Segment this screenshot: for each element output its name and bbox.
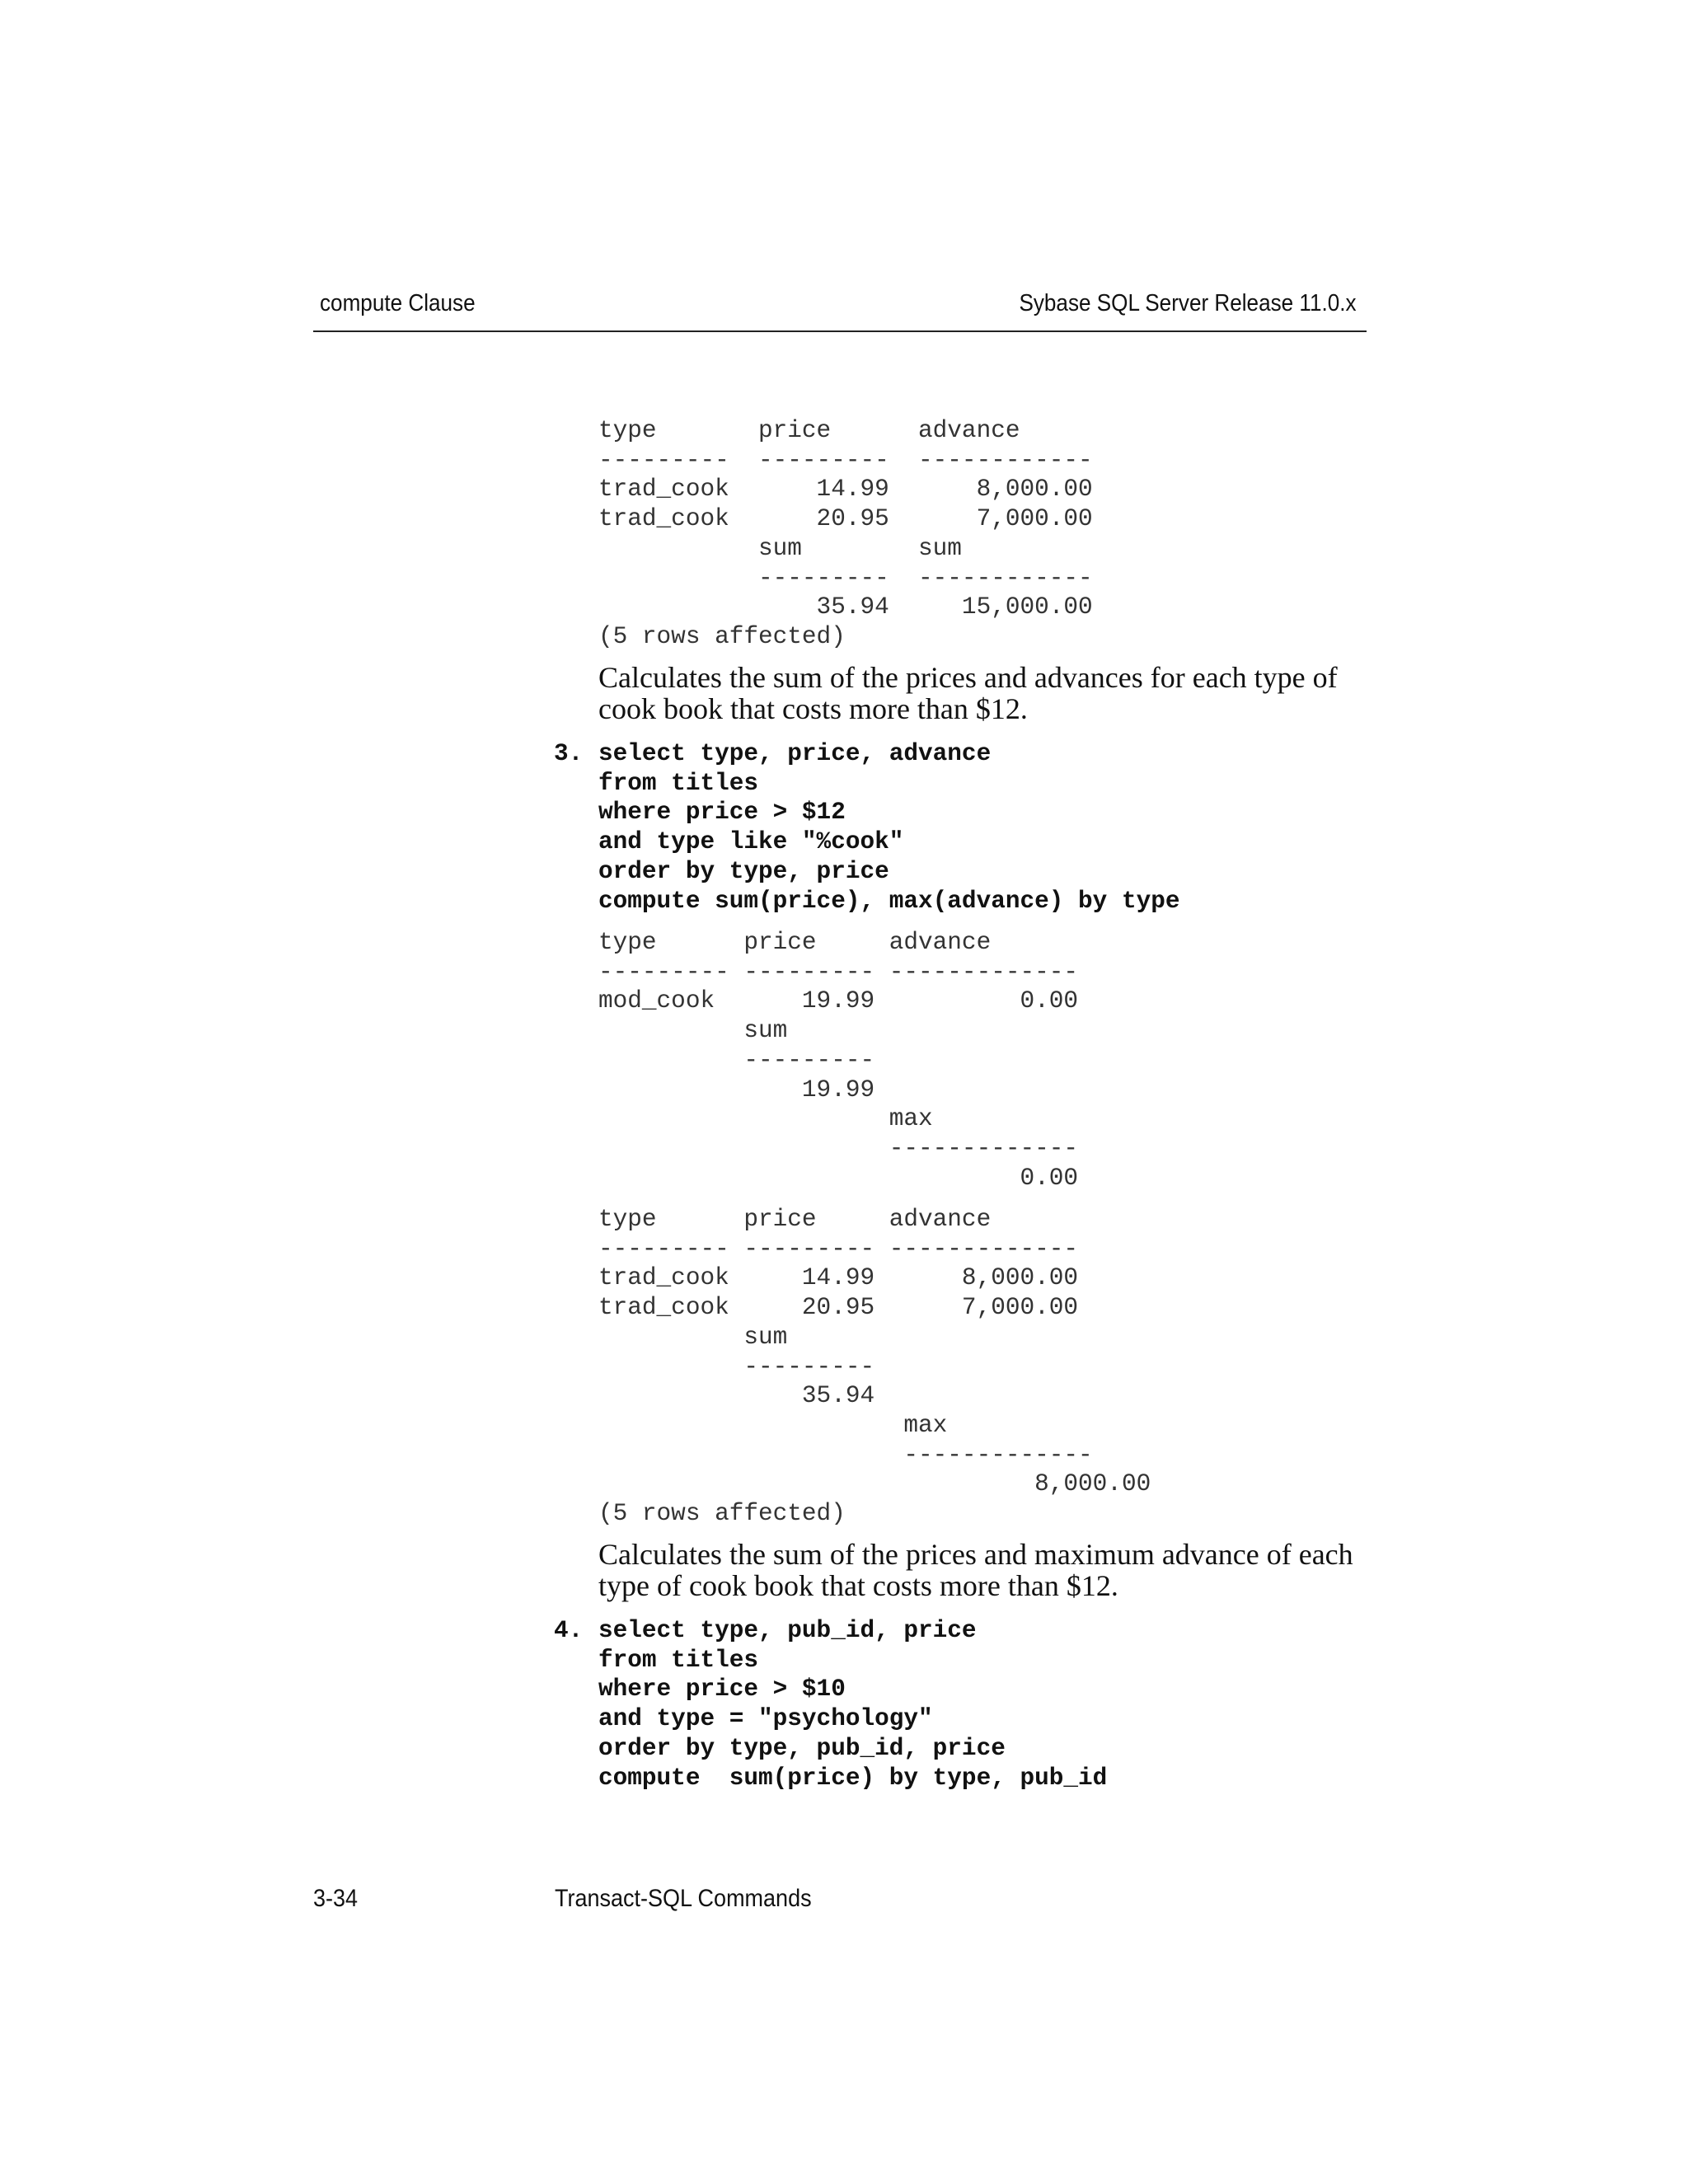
example-number: 4.: [554, 1617, 584, 1644]
page-number: [313, 1885, 363, 1913]
example-description: Calculates the sum of the prices and advances for each type of cook book that costs more than $12.: [598, 661, 1338, 725]
example-number: 3.: [554, 740, 584, 767]
header-divider: [313, 330, 1367, 332]
query-result-output: type price advance --------- --------- ------------- trad_cook 14.99 8,000.00 trad_cook 20.95 7,000.00 sum --------- 35.94 max ------------- 8,000.00 (5 rows affected): [598, 1206, 1151, 1528]
running-header: [320, 290, 1367, 330]
section-title: compute Clause: [320, 290, 476, 316]
book-title: [555, 1885, 840, 1913]
sql-query-code: select type, price, advance from titles where price > $12 and type like "%cook" order by type, price compute sum(price), max(advance) by type: [598, 740, 1180, 915]
query-result-output: type price advance --------- --------- ------------ trad_cook 14.99 8,000.00 trad_cook 20.95 7,000.00 sum sum --------- ------------ 35.94 15,000.00 (5 rows affected): [598, 417, 1093, 650]
page-number-text: 3-34: [313, 1885, 359, 1912]
book-title-text: Transact-SQL Commands: [555, 1885, 812, 1912]
query-result-output: type price advance --------- --------- ------------- mod_cook 19.99 0.00 sum --------- 19.99 max ------------- 0.00: [598, 929, 1079, 1192]
sql-query-code: select type, pub_id, price from titles where price > $10 and type = "psychology" order by type, pub_id, price compute sum(price) by type, pub_id: [598, 1617, 1108, 1792]
example-description: Calculates the sum of the prices and maximum advance of each type of cook book that costs more than $12.: [598, 1538, 1353, 1602]
product-title: Sybase SQL Server Release 11.0.x: [1019, 290, 1357, 316]
